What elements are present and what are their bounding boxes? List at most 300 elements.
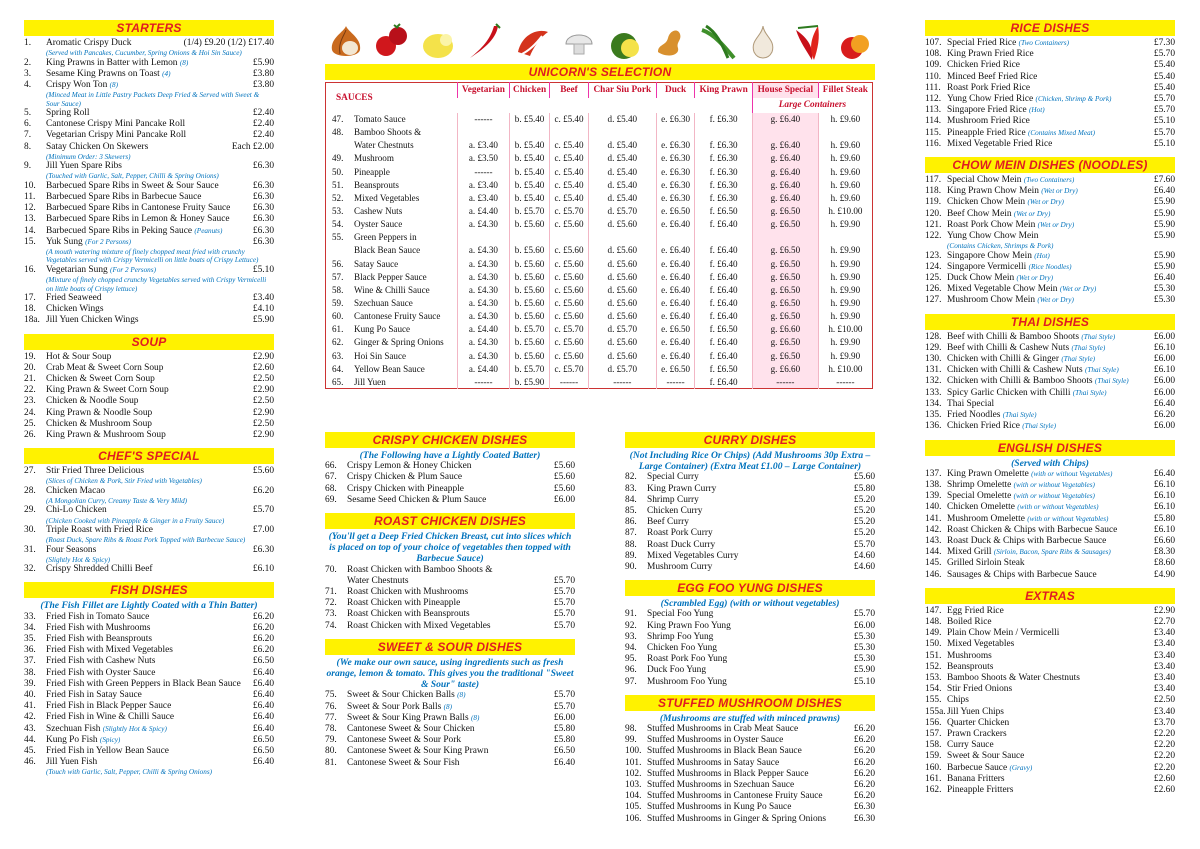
item-name-text: Stuffed Mushrooms in Szechuan Sauce <box>647 780 795 791</box>
menu-item <box>24 564 274 575</box>
menu-item <box>925 491 1175 502</box>
item-price: £6.10 <box>1153 491 1175 502</box>
item-name-text: Crispy Lemon & Honey Chicken <box>347 461 472 472</box>
item-name <box>947 558 1151 569</box>
item-price: £6.50 <box>553 746 575 757</box>
item-number: 20. <box>24 362 36 373</box>
price-cell: g. £6.50 <box>752 284 818 297</box>
item-name-text: King Prawn & Mushroom Soup <box>46 429 166 440</box>
item-name <box>46 108 250 119</box>
sauce-name-cell <box>326 218 458 231</box>
item-number: 87. <box>625 528 637 539</box>
menu-item <box>24 374 274 385</box>
price-cell: h. £9.60 <box>818 139 872 152</box>
sauce-name: Water Chestnuts <box>354 140 414 151</box>
item-name <box>947 514 1151 525</box>
item-number: 128. <box>925 331 942 342</box>
item-note: (Thai Style) <box>1071 343 1106 352</box>
price-cell: f. £6.40 <box>695 258 753 271</box>
item-price: £2.20 <box>1153 751 1175 762</box>
item-name-text: Mushroom Omelette <box>947 513 1025 524</box>
item-name <box>647 484 851 495</box>
price-cell: f. £6.30 <box>695 139 753 152</box>
item-name <box>46 430 250 441</box>
menu-item <box>925 365 1175 376</box>
item-price: £5.90 <box>1153 231 1175 242</box>
menu-item <box>925 718 1175 729</box>
item-name <box>46 690 250 701</box>
item-name-text: Grilled Sirloin Steak <box>947 558 1025 569</box>
item-note: (Slightly Hot & Spicy) <box>102 724 167 733</box>
item-description: (Served with Pancakes, Cucumber, Spring Onions & Hoi Sin Sauce) <box>46 49 242 58</box>
menu-item <box>625 735 875 746</box>
item-price: £6.00 <box>553 712 575 723</box>
item-name <box>647 517 851 528</box>
item-number: 109. <box>925 60 942 71</box>
menu-item <box>925 128 1175 139</box>
item-price: £6.40 <box>1153 468 1175 479</box>
item-name <box>647 643 851 654</box>
sauce-row <box>326 126 873 139</box>
price-cell: e. £6.30 <box>656 166 694 179</box>
price-cell: h. £10.00 <box>818 363 872 376</box>
item-name <box>947 343 1151 354</box>
item-number: 96. <box>625 665 637 676</box>
item-name <box>947 60 1151 71</box>
item-price: £2.50 <box>1153 695 1175 706</box>
item-name <box>347 576 551 587</box>
sauce-name-cell <box>326 152 458 165</box>
item-note: (4) <box>162 69 171 78</box>
item-number: 154. <box>925 684 942 695</box>
item-number: 133. <box>925 387 942 398</box>
item-name <box>347 472 551 483</box>
menu-item <box>24 237 274 248</box>
section-subtitle: (Not Including Rice Or Chips) (Add Mushrooms 30p Extra – Large Container) (Extra Meat £1.00 – Large Container) <box>629 450 871 473</box>
menu-item <box>925 38 1175 49</box>
item-name <box>647 724 851 735</box>
menu-section <box>625 580 875 688</box>
item-name <box>46 226 250 237</box>
item-price: £5.20 <box>853 528 875 539</box>
price-cell: f. £6.50 <box>695 363 753 376</box>
section-subtitle: (Mushrooms are stuffed with minced prawns) <box>659 712 841 724</box>
menu-item <box>925 740 1175 751</box>
menu-item <box>625 724 875 735</box>
item-name-text: Beef Curry <box>647 517 689 528</box>
item-name-text: Special Chow Mein <box>947 175 1022 186</box>
item-price: £5.70 <box>1153 94 1175 105</box>
price-cell: b. £5.60 <box>509 258 550 271</box>
item-name-text: Hot & Sour Soup <box>46 351 112 362</box>
item-number: 152. <box>925 661 942 672</box>
menu-item <box>325 576 575 587</box>
item-price: £3.40 <box>252 292 274 303</box>
sauce-number: 49. <box>332 153 344 164</box>
item-number: 74. <box>325 620 337 631</box>
menu-item <box>925 410 1175 421</box>
item-price: £5.30 <box>853 643 875 654</box>
item-name-text: King Prawn Chow Mein <box>947 186 1039 197</box>
section-subtitle: (You'll get a Deep Fried Chicken Breast, cut into slices which is placed on top of your choice of vegetables then topped with Barbecue Sauce) <box>328 531 572 565</box>
item-name-text: Four Seasons <box>46 544 97 555</box>
item-price: £6.20 <box>853 724 875 735</box>
item-price: £6.20 <box>853 746 875 757</box>
price-cell: c. £5.40 <box>550 152 588 165</box>
item-number: 25. <box>24 418 36 429</box>
price-cell: e. £6.50 <box>656 363 694 376</box>
price-cell <box>588 231 656 244</box>
price-cell: a. £4.30 <box>458 284 510 297</box>
item-price: £5.90 <box>252 315 274 326</box>
item-name-text: Mixed Vegetables <box>947 639 1015 650</box>
item-name-text: Plain Chow Mein / Vermicelli <box>947 628 1060 639</box>
item-number: 125. <box>925 273 942 284</box>
unicorn-selection-table <box>325 82 873 389</box>
col-header-beef: Beef <box>550 83 588 99</box>
price-cell: h. £9.60 <box>818 166 872 179</box>
item-price: £4.60 <box>853 550 875 561</box>
price-cell <box>656 231 694 244</box>
item-name <box>947 332 1151 343</box>
item-note: (Thai Style) <box>1022 422 1056 431</box>
price-cell: f. £6.40 <box>695 310 753 323</box>
menu-item <box>325 598 575 609</box>
price-cell: c. £5.40 <box>550 139 588 152</box>
item-name-text: Mixed Vegetable Chow Mein <box>947 284 1058 295</box>
menu-item <box>925 231 1175 242</box>
item-name <box>947 491 1151 502</box>
item-name-text: Chicken with Chilli & Cashew Nuts <box>947 365 1083 376</box>
menu-section <box>925 440 1175 581</box>
sauce-row <box>326 152 873 165</box>
item-number: 103. <box>625 780 642 791</box>
price-cell: g. £6.50 <box>752 271 818 284</box>
price-cell: a. £4.40 <box>458 363 510 376</box>
sauce-name-cell <box>326 310 458 323</box>
item-name <box>947 94 1151 105</box>
item-price: £2.70 <box>1153 616 1175 627</box>
price-cell: d. £5.60 <box>588 258 656 271</box>
menu-item <box>24 119 274 130</box>
item-name <box>347 598 551 609</box>
sauce-row <box>326 350 873 363</box>
item-price: £3.40 <box>1153 684 1175 695</box>
price-cell: h. £9.60 <box>818 113 872 126</box>
item-note: (Contains Mixed Meat) <box>1027 128 1096 137</box>
price-cell: d. £5.60 <box>588 271 656 284</box>
item-name-text: Stir Fried Three Delicious <box>46 466 144 477</box>
price-cell: f. £6.50 <box>695 205 753 218</box>
item-number: 68. <box>325 483 337 494</box>
item-number: 141. <box>925 513 942 524</box>
price-cell: d. £5.60 <box>588 244 656 257</box>
item-number: 43. <box>24 723 36 734</box>
item-name <box>947 410 1151 421</box>
item-price: £6.50 <box>252 656 274 667</box>
sauce-row <box>326 218 873 231</box>
menu-item <box>625 609 875 620</box>
item-price: £6.10 <box>1153 479 1175 490</box>
price-cell: a. £3.40 <box>458 139 510 152</box>
price-cell: b. £5.70 <box>509 205 550 218</box>
item-number: 18a. <box>24 315 40 326</box>
item-number: 130. <box>925 354 942 365</box>
item-name <box>347 461 551 472</box>
sauce-row <box>326 205 873 218</box>
item-price: £2.50 <box>252 418 274 429</box>
item-price: £5.40 <box>1153 71 1175 82</box>
menu-item <box>325 735 575 746</box>
item-price: (1/4) £9.20 (1/2) £17.40 <box>183 38 274 48</box>
price-cell: g. £6.40 <box>752 166 818 179</box>
menu-item <box>625 562 875 573</box>
item-price: £6.20 <box>853 735 875 746</box>
menu-item <box>925 536 1175 547</box>
item-name <box>947 231 1151 242</box>
item-name <box>647 780 851 791</box>
item-name <box>46 142 229 153</box>
item-number: 127. <box>925 295 942 306</box>
col-header-char-siu-pork: Char Siu Pork <box>588 83 656 99</box>
item-name-text: Fried Fish with Mixed Vegetables <box>46 645 173 656</box>
item-note: (8) <box>457 691 466 700</box>
item-name <box>46 161 250 172</box>
item-name-text: Fried Fish with Beansprouts <box>46 634 152 644</box>
item-number: 73. <box>325 609 337 620</box>
item-number: 122. <box>925 231 942 242</box>
menu-item <box>925 251 1175 262</box>
item-name <box>46 69 250 80</box>
item-price: £5.70 <box>553 690 575 701</box>
menu-section <box>625 695 875 825</box>
menu-item <box>625 814 875 825</box>
menu-column-3-left <box>325 432 575 776</box>
price-cell: a. £4.30 <box>458 297 510 310</box>
item-number: 140. <box>925 502 942 513</box>
price-cell: b. £5.90 <box>509 376 550 389</box>
item-number: 29. <box>24 505 36 516</box>
item-name-text: Fried Fish in Tomato Sauce <box>46 611 150 622</box>
item-name-text: Aromatic Crispy Duck <box>46 38 132 48</box>
item-name-text: Crispy Won Ton <box>46 80 108 91</box>
item-name-text: Crispy Shredded Chilli Beef <box>46 564 153 575</box>
sauce-number: 65. <box>332 376 344 387</box>
item-name <box>947 186 1151 197</box>
price-cell: a. £4.40 <box>458 323 510 336</box>
item-price: £6.50 <box>252 734 274 745</box>
item-name-text: Singapore Fried Rice <box>947 105 1027 116</box>
item-name-text: Boiled Rice <box>947 616 992 627</box>
price-cell: h. £9.60 <box>818 152 872 165</box>
item-name <box>46 612 250 623</box>
menu-item <box>925 60 1175 71</box>
item-price: £5.30 <box>1153 295 1175 306</box>
price-cell: d. £5.60 <box>588 336 656 349</box>
item-name <box>947 662 1151 673</box>
sauce-row <box>326 376 873 389</box>
menu-item <box>24 690 274 701</box>
menu-item <box>925 525 1175 536</box>
item-number: 106. <box>625 813 642 824</box>
item-name-text: Chicken Fried Rice <box>947 421 1020 432</box>
sauce-number: 60. <box>332 311 344 322</box>
item-number: 142. <box>925 524 942 535</box>
item-price: £2.90 <box>1153 605 1175 616</box>
item-name-text: Curry Sauce <box>947 740 994 751</box>
item-name <box>347 495 551 506</box>
item-price: £6.30 <box>853 813 875 824</box>
item-name <box>647 677 851 688</box>
item-name <box>947 116 1151 127</box>
item-note: (Thai Style) <box>1002 411 1037 420</box>
item-name <box>46 203 250 214</box>
item-name <box>46 385 250 396</box>
price-cell: e. £6.50 <box>656 205 694 218</box>
sauce-name-cell <box>326 166 458 179</box>
price-cell: a. £4.40 <box>458 205 510 218</box>
item-name-text: Crispy Chicken & Plum Sauce <box>347 472 463 483</box>
menu-item <box>625 495 875 506</box>
sauce-row <box>326 271 873 284</box>
item-name <box>46 419 250 430</box>
item-name <box>347 713 551 724</box>
menu-item <box>24 396 274 407</box>
price-cell: a. £3.40 <box>458 192 510 205</box>
item-name <box>46 701 250 712</box>
menu-item <box>925 83 1175 94</box>
item-number: 1. <box>24 38 32 48</box>
item-name-text: Fried Fish in Wine & Chilli Sauce <box>46 712 175 723</box>
item-number: 46. <box>24 757 36 768</box>
price-cell: f. £6.40 <box>695 271 753 284</box>
menu-item <box>24 701 274 712</box>
item-name <box>947 763 1151 774</box>
item-description: (Contains Chicken, Shrimps & Pork) <box>947 242 1054 251</box>
item-price: £6.10 <box>1153 365 1175 376</box>
menu-item <box>625 665 875 676</box>
item-price: £2.20 <box>1153 740 1175 751</box>
item-note: (Chicken, Shrimp & Pork) <box>1035 95 1112 104</box>
item-price: £5.70 <box>553 620 575 631</box>
sauce-number: 52. <box>332 192 344 203</box>
item-number: 94. <box>625 643 637 654</box>
menu-item <box>24 525 274 536</box>
menu-item <box>625 802 875 813</box>
price-cell: d. £5.40 <box>588 192 656 205</box>
item-number: 24. <box>24 407 36 418</box>
item-name-text: Jill Yuen Fish <box>46 757 98 768</box>
item-price: £5.40 <box>1153 82 1175 93</box>
price-cell <box>695 126 753 139</box>
price-cell: e. £6.30 <box>656 192 694 205</box>
section-title: EXTRAS <box>925 588 1175 604</box>
menu-column-4 <box>925 20 1175 803</box>
item-note: (Wet or Dry) <box>1037 296 1074 305</box>
item-name <box>947 707 1151 718</box>
price-cell: f. £6.30 <box>695 192 753 205</box>
item-number: 159. <box>925 751 942 762</box>
col-header-chicken: Chicken <box>509 83 550 99</box>
item-name-text: Duck Chow Mein <box>947 273 1015 284</box>
section-subtitle: (The Fish Fillet are Lightly Coated with a Thin Batter) <box>40 600 258 612</box>
item-number: 44. <box>24 734 36 745</box>
sauce-number: 48. <box>332 127 344 138</box>
item-description: (A Mongolian Curry, Creamy Taste & Very Mild) <box>46 496 188 505</box>
item-price: £6.00 <box>1153 387 1175 398</box>
item-number: 124. <box>925 261 942 272</box>
item-number: 42. <box>24 712 36 723</box>
item-note: (8) <box>109 81 119 90</box>
section-title: FISH DISHES <box>24 582 274 598</box>
menu-item <box>625 484 875 495</box>
menu-item <box>24 304 274 315</box>
item-name-text: Roast Pork Fried Rice <box>947 82 1031 93</box>
price-cell: ------ <box>550 376 588 389</box>
menu-item <box>24 668 274 679</box>
item-name-text: Roast Chicken with Pineapple <box>347 598 461 609</box>
item-number: 85. <box>625 506 637 517</box>
item-number: 67. <box>325 472 337 483</box>
item-price: £3.40 <box>1153 661 1175 672</box>
item-description: (A mouth watering mixture of finely chopped meat fried with crunchy Vegetables served with Crispy Vermicelli on little boats of Crispy Lettuce) <box>46 248 259 265</box>
price-cell: e. £6.30 <box>656 139 694 152</box>
item-number: 153. <box>925 672 942 683</box>
item-name <box>347 484 551 495</box>
sauce-number: 64. <box>332 363 344 374</box>
sauce-row <box>326 244 873 257</box>
price-cell <box>818 126 872 139</box>
item-description: (Chicken Cooked with Pineapple & Ginger in a Fruity Sauce) <box>46 516 225 525</box>
price-cell: h. £9.90 <box>818 310 872 323</box>
menu-item <box>24 108 274 119</box>
item-name <box>46 119 250 130</box>
price-cell <box>695 231 753 244</box>
menu-item <box>24 226 274 237</box>
item-price: £6.00 <box>853 620 875 631</box>
item-name <box>46 634 250 645</box>
item-note: (with or without Vegetables) <box>1017 503 1099 512</box>
price-cell: g. £6.50 <box>752 218 818 231</box>
item-name-text: Thai Special <box>947 398 995 409</box>
item-name-text: Beef with Chilli & Bamboo Shoots <box>947 331 1080 342</box>
menu-item <box>925 639 1175 650</box>
item-price: £5.70 <box>1153 49 1175 60</box>
menu-item <box>24 161 274 172</box>
item-note: (Thai Style) <box>1094 377 1129 386</box>
sauce-name: Bamboo Shoots & <box>354 127 422 138</box>
item-name <box>46 735 250 746</box>
item-price: £6.40 <box>553 757 575 768</box>
price-cell: e. £6.40 <box>656 284 694 297</box>
item-price: £6.20 <box>853 780 875 791</box>
item-name-text: Roast Chicken & Chips with Barbecue Sauce <box>947 524 1118 535</box>
menu-item <box>24 181 274 192</box>
menu-item <box>925 94 1175 105</box>
sauce-name: Black Pepper Sauce <box>354 271 427 282</box>
menu-section <box>24 334 274 442</box>
item-name <box>947 606 1151 617</box>
item-number: 148. <box>925 616 942 627</box>
item-name <box>947 139 1151 150</box>
item-name <box>947 684 1151 695</box>
item-price: £5.10 <box>1153 138 1175 149</box>
tomato-icon <box>374 22 410 62</box>
sauce-row <box>326 139 873 152</box>
item-price: £5.60 <box>252 466 274 477</box>
item-number: 144. <box>925 547 942 558</box>
price-cell: a. £4.30 <box>458 271 510 284</box>
